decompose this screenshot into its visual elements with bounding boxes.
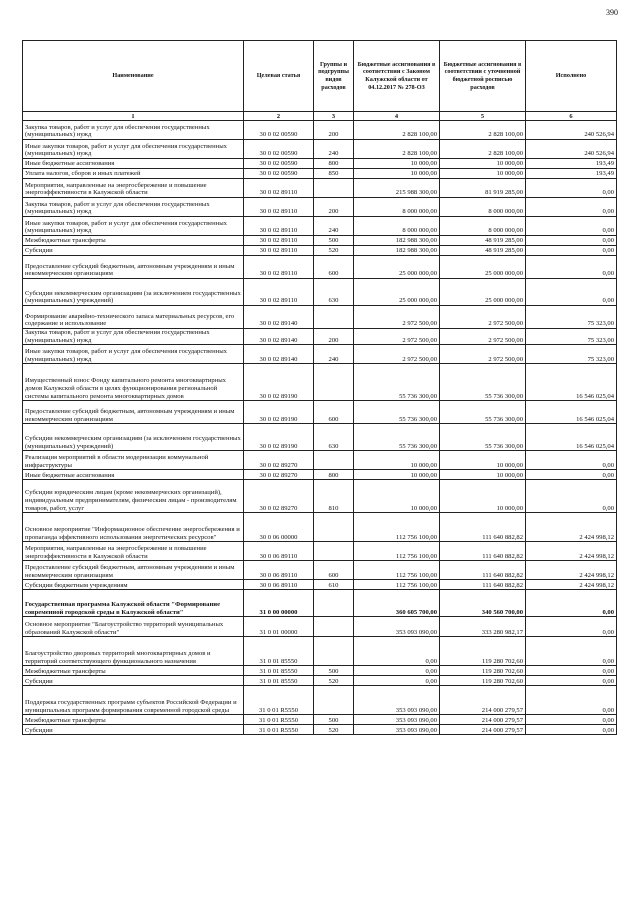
table-row <box>23 580 617 590</box>
row-refined-amount-cell: 111 640 882,82 <box>440 513 526 542</box>
row-law-amount-cell: 10 000,00 <box>354 451 440 470</box>
row-executed-amount-cell: 0,00 <box>526 617 617 637</box>
row-refined-amount-cell: 2 972 500,00 <box>440 345 526 364</box>
row-executed-amount-cell: 0,00 <box>526 666 617 676</box>
table-row <box>23 725 617 735</box>
table-row <box>23 179 617 198</box>
table-row <box>23 279 617 306</box>
row-target-code-cell: 30 0 06 89110 <box>244 580 314 590</box>
row-expense-type-cell: 610 <box>314 580 354 590</box>
row-law-amount-cell: 2 828 100,00 <box>354 140 440 159</box>
table-row <box>23 159 617 169</box>
row-refined-amount-cell: 55 736 300,00 <box>440 424 526 451</box>
row-expense-type-cell: 240 <box>314 217 354 236</box>
row-target-code-cell: 30 0 02 89190 <box>244 424 314 451</box>
row-name-cell: Субсидии <box>23 725 244 735</box>
row-name-cell: Мероприятия, направленные на энергосбережение и повышение энергоэффективности в Калужской области <box>23 542 244 561</box>
row-executed-amount-cell: 0,00 <box>526 725 617 735</box>
column-number: 1 <box>23 112 244 121</box>
row-law-amount-cell: 0,00 <box>354 637 440 666</box>
row-law-amount-cell: 10 000,00 <box>354 480 440 513</box>
row-target-code-cell: 30 0 02 89110 <box>244 217 314 236</box>
row-law-amount-cell: 353 093 090,00 <box>354 686 440 715</box>
table-row <box>23 470 617 480</box>
row-target-code-cell: 30 0 02 89270 <box>244 451 314 470</box>
row-expense-type-cell: 850 <box>314 169 354 179</box>
row-law-amount-cell: 25 000 000,00 <box>354 279 440 306</box>
row-law-amount-cell: 10 000,00 <box>354 169 440 179</box>
column-number: 4 <box>354 112 440 121</box>
row-law-amount-cell: 353 093 090,00 <box>354 715 440 725</box>
page-number: 390 <box>606 8 618 17</box>
row-target-code-cell: 30 0 02 00590 <box>244 159 314 169</box>
column-number-row <box>23 112 617 121</box>
row-refined-amount-cell: 111 640 882,82 <box>440 580 526 590</box>
column-number: 5 <box>440 112 526 121</box>
row-name-cell: Формирование аварийно-технического запаса материальных ресурсов, его содержание и использование <box>23 306 244 329</box>
row-expense-type-cell: 500 <box>314 666 354 676</box>
row-name-cell: Межбюджетные трансферты <box>23 715 244 725</box>
row-refined-amount-cell: 48 919 285,00 <box>440 236 526 246</box>
row-refined-amount-cell: 119 280 702,60 <box>440 676 526 686</box>
row-expense-type-cell <box>314 686 354 715</box>
row-executed-amount-cell: 0,00 <box>526 179 617 198</box>
row-refined-amount-cell: 214 000 279,57 <box>440 725 526 735</box>
row-target-code-cell: 30 0 02 89270 <box>244 480 314 513</box>
row-refined-amount-cell: 119 280 702,60 <box>440 666 526 676</box>
row-executed-amount-cell: 75 323,00 <box>526 345 617 364</box>
row-executed-amount-cell: 2 424 998,12 <box>526 561 617 580</box>
row-expense-type-cell <box>314 637 354 666</box>
row-refined-amount-cell: 81 919 285,00 <box>440 179 526 198</box>
row-expense-type-cell: 240 <box>314 345 354 364</box>
row-expense-type-cell: 200 <box>314 198 354 217</box>
row-refined-amount-cell: 10 000,00 <box>440 480 526 513</box>
row-executed-amount-cell: 0,00 <box>526 246 617 256</box>
row-law-amount-cell: 8 000 000,00 <box>354 217 440 236</box>
row-law-amount-cell: 112 756 100,00 <box>354 513 440 542</box>
row-name-cell: Иные закупки товаров, работ и услуг для обеспечения государственных (муниципальных) нужд <box>23 345 244 364</box>
row-refined-amount-cell: 214 000 279,57 <box>440 715 526 725</box>
row-name-cell: Предоставление субсидий бюджетным, автономным учреждениям и иным некоммерческим организациям <box>23 401 244 424</box>
row-name-cell: Закупка товаров, работ и услуг для обеспечения государственных (муниципальных) нужд <box>23 121 244 140</box>
row-refined-amount-cell: 55 736 300,00 <box>440 401 526 424</box>
row-name-cell: Субсидии <box>23 676 244 686</box>
row-law-amount-cell: 10 000,00 <box>354 159 440 169</box>
row-name-cell: Иные бюджетные ассигнования <box>23 470 244 480</box>
row-name-cell: Мероприятия, направленные на энергосбережение и повышение энергоэффективности в Калужской области <box>23 179 244 198</box>
row-refined-amount-cell: 2 828 100,00 <box>440 140 526 159</box>
row-target-code-cell: 30 0 02 89110 <box>244 179 314 198</box>
row-expense-type-cell: 800 <box>314 159 354 169</box>
row-name-cell: Межбюджетные трансферты <box>23 236 244 246</box>
row-name-cell: Закупка товаров, работ и услуг для обеспечения государственных (муниципальных) нужд <box>23 198 244 217</box>
header-target-article: Целевая статья <box>244 41 314 112</box>
row-executed-amount-cell: 2 424 998,12 <box>526 580 617 590</box>
table-body <box>23 121 617 735</box>
table-row <box>23 686 617 715</box>
row-law-amount-cell: 0,00 <box>354 676 440 686</box>
row-target-code-cell: 30 0 06 00000 <box>244 513 314 542</box>
row-executed-amount-cell: 2 424 998,12 <box>526 542 617 561</box>
row-executed-amount-cell: 0,00 <box>526 470 617 480</box>
row-target-code-cell: 30 0 02 00590 <box>244 140 314 159</box>
row-refined-amount-cell: 333 280 982,17 <box>440 617 526 637</box>
row-law-amount-cell: 112 756 100,00 <box>354 561 440 580</box>
row-refined-amount-cell: 25 000 000,00 <box>440 279 526 306</box>
row-expense-type-cell: 200 <box>314 329 354 345</box>
row-expense-type-cell <box>314 179 354 198</box>
row-refined-amount-cell: 8 000 000,00 <box>440 217 526 236</box>
row-refined-amount-cell: 10 000,00 <box>440 159 526 169</box>
row-refined-amount-cell: 214 000 279,57 <box>440 686 526 715</box>
row-expense-type-cell: 600 <box>314 256 354 279</box>
row-law-amount-cell: 55 736 300,00 <box>354 424 440 451</box>
row-name-cell: Иные закупки товаров, работ и услуг для обеспечения государственных (муниципальных) нужд <box>23 140 244 159</box>
row-name-cell: Субсидии юридическим лицам (кроме некоммерческих организаций), индивидуальным предпринимателям, физическим лицам - производителям товаров, работ, услуг <box>23 480 244 513</box>
row-executed-amount-cell: 16 546 025,04 <box>526 364 617 401</box>
row-name-cell: Предоставление субсидий бюджетным, автономным учреждениям и иным некоммерческим организациям <box>23 256 244 279</box>
table-row <box>23 256 617 279</box>
row-name-cell: Иные закупки товаров, работ и услуг для обеспечения государственных (муниципальных) нужд <box>23 217 244 236</box>
row-refined-amount-cell: 2 972 500,00 <box>440 329 526 345</box>
row-executed-amount-cell: 240 526,94 <box>526 140 617 159</box>
row-name-cell: Реализация мероприятий в области модернизации коммунальной инфраструктуры <box>23 451 244 470</box>
row-name-cell: Благоустройство дворовых территорий многоквартирных домов и территорий соответствующего функционального назначения <box>23 637 244 666</box>
row-executed-amount-cell: 0,00 <box>526 217 617 236</box>
row-executed-amount-cell: 0,00 <box>526 686 617 715</box>
row-name-cell: Межбюджетные трансферты <box>23 666 244 676</box>
row-executed-amount-cell: 2 424 998,12 <box>526 513 617 542</box>
row-name-cell: Поддержка государственных программ субъектов Российской Федерации и муниципальных программ формирования современной городской среды <box>23 686 244 715</box>
row-executed-amount-cell: 0,00 <box>526 236 617 246</box>
row-refined-amount-cell: 10 000,00 <box>440 169 526 179</box>
row-expense-type-cell: 800 <box>314 470 354 480</box>
table-row <box>23 329 617 345</box>
row-target-code-cell: 31 0 01 85550 <box>244 676 314 686</box>
row-law-amount-cell: 55 736 300,00 <box>354 401 440 424</box>
row-refined-amount-cell: 119 280 702,60 <box>440 637 526 666</box>
table-row <box>23 140 617 159</box>
row-name-cell: Основное мероприятие "Информационное обеспечение энергосбережения и пропаганда эффективного использования энергетических ресурсов" <box>23 513 244 542</box>
row-executed-amount-cell: 240 526,94 <box>526 121 617 140</box>
row-target-code-cell: 30 0 02 89190 <box>244 401 314 424</box>
row-target-code-cell: 30 0 02 00590 <box>244 169 314 179</box>
row-expense-type-cell: 520 <box>314 725 354 735</box>
table-row <box>23 121 617 140</box>
row-law-amount-cell: 353 093 090,00 <box>354 617 440 637</box>
row-target-code-cell: 30 0 02 89140 <box>244 345 314 364</box>
header-refined-allocation: Бюджетные ассигнования в соответствии с уточненной бюджетной росписью расходов <box>440 41 526 112</box>
table-row <box>23 561 617 580</box>
row-law-amount-cell: 353 093 090,00 <box>354 725 440 735</box>
row-law-amount-cell: 10 000,00 <box>354 470 440 480</box>
budget-table <box>22 40 617 735</box>
row-target-code-cell: 30 0 02 00590 <box>244 121 314 140</box>
header-law-allocation: Бюджетные ассигнования в соответствии с Законом Калужской области от 04.12.2017 № 278-ОЗ <box>354 41 440 112</box>
row-expense-type-cell: 200 <box>314 121 354 140</box>
row-name-cell: Иные бюджетные ассигнования <box>23 159 244 169</box>
table-row <box>23 513 617 542</box>
table-row <box>23 198 617 217</box>
column-number: 6 <box>526 112 617 121</box>
row-law-amount-cell: 0,00 <box>354 666 440 676</box>
row-refined-amount-cell: 55 736 300,00 <box>440 364 526 401</box>
row-executed-amount-cell: 0,00 <box>526 198 617 217</box>
row-law-amount-cell: 2 828 100,00 <box>354 121 440 140</box>
row-target-code-cell: 30 0 02 89110 <box>244 236 314 246</box>
row-refined-amount-cell: 10 000,00 <box>440 451 526 470</box>
row-refined-amount-cell: 111 640 882,82 <box>440 542 526 561</box>
row-executed-amount-cell: 0,00 <box>526 451 617 470</box>
row-target-code-cell: 30 0 02 89270 <box>244 470 314 480</box>
row-law-amount-cell: 182 988 300,00 <box>354 246 440 256</box>
table-row <box>23 451 617 470</box>
row-target-code-cell: 30 0 06 89110 <box>244 561 314 580</box>
row-target-code-cell: 31 0 00 00000 <box>244 590 314 617</box>
row-executed-amount-cell: 75 323,00 <box>526 329 617 345</box>
table-row <box>23 424 617 451</box>
row-refined-amount-cell: 8 000 000,00 <box>440 198 526 217</box>
row-name-cell: Субсидии некоммерческим организациям (за исключением государственных (муниципальных) учреждений) <box>23 424 244 451</box>
row-executed-amount-cell: 0,00 <box>526 480 617 513</box>
row-name-cell: Имущественный взнос Фонду капитального ремонта многоквартирных домов Калужской области в целях функционирования региональной системы капитального ремонта многоквартирных домов <box>23 364 244 401</box>
row-expense-type-cell: 240 <box>314 140 354 159</box>
header-name: Наименование <box>23 41 244 112</box>
row-expense-type-cell <box>314 513 354 542</box>
row-law-amount-cell: 8 000 000,00 <box>354 198 440 217</box>
row-expense-type-cell: 500 <box>314 715 354 725</box>
row-executed-amount-cell: 0,00 <box>526 279 617 306</box>
row-target-code-cell: 30 0 06 89110 <box>244 542 314 561</box>
row-law-amount-cell: 25 000 000,00 <box>354 256 440 279</box>
row-executed-amount-cell: 193,49 <box>526 159 617 169</box>
row-name-cell: Основное мероприятие "Благоустройство территорий муниципальных образований Калужской области" <box>23 617 244 637</box>
row-expense-type-cell: 500 <box>314 236 354 246</box>
header-row <box>23 41 617 112</box>
table-row <box>23 217 617 236</box>
row-name-cell: Субсидии <box>23 246 244 256</box>
row-executed-amount-cell: 75 323,00 <box>526 306 617 329</box>
row-target-code-cell: 30 0 02 89110 <box>244 246 314 256</box>
table-row <box>23 306 617 329</box>
row-target-code-cell: 30 0 02 89140 <box>244 306 314 329</box>
row-law-amount-cell: 55 736 300,00 <box>354 364 440 401</box>
row-refined-amount-cell: 48 919 285,00 <box>440 246 526 256</box>
table-row <box>23 590 617 617</box>
row-refined-amount-cell: 10 000,00 <box>440 470 526 480</box>
row-target-code-cell: 31 0 01 85550 <box>244 637 314 666</box>
table-row <box>23 542 617 561</box>
table-row <box>23 401 617 424</box>
header-expense-groups: Группы и подгруппы видов расходов <box>314 41 354 112</box>
row-law-amount-cell: 182 988 300,00 <box>354 236 440 246</box>
row-target-code-cell: 30 0 02 89110 <box>244 279 314 306</box>
table-row <box>23 236 617 246</box>
row-name-cell: Закупка товаров, работ и услуг для обеспечения государственных (муниципальных) нужд <box>23 329 244 345</box>
row-law-amount-cell: 112 756 100,00 <box>354 580 440 590</box>
row-executed-amount-cell: 16 546 025,04 <box>526 424 617 451</box>
row-name-cell: Предоставление субсидий бюджетным, автономным учреждениям и иным некоммерческим организациям <box>23 561 244 580</box>
row-law-amount-cell: 2 972 500,00 <box>354 306 440 329</box>
row-expense-type-cell: 630 <box>314 424 354 451</box>
row-expense-type-cell: 630 <box>314 279 354 306</box>
row-target-code-cell: 30 0 02 89110 <box>244 198 314 217</box>
row-executed-amount-cell: 0,00 <box>526 715 617 725</box>
row-expense-type-cell: 600 <box>314 561 354 580</box>
row-refined-amount-cell: 25 000 000,00 <box>440 256 526 279</box>
table-row <box>23 715 617 725</box>
row-law-amount-cell: 112 756 100,00 <box>354 542 440 561</box>
row-expense-type-cell: 600 <box>314 401 354 424</box>
row-target-code-cell: 31 0 01 R5550 <box>244 725 314 735</box>
table-row <box>23 637 617 666</box>
row-target-code-cell: 30 0 02 89110 <box>244 256 314 279</box>
row-refined-amount-cell: 2 828 100,00 <box>440 121 526 140</box>
row-refined-amount-cell: 111 640 882,82 <box>440 561 526 580</box>
row-law-amount-cell: 2 972 500,00 <box>354 345 440 364</box>
row-expense-type-cell <box>314 617 354 637</box>
row-law-amount-cell: 215 988 300,00 <box>354 179 440 198</box>
row-expense-type-cell <box>314 542 354 561</box>
table-row <box>23 480 617 513</box>
row-expense-type-cell <box>314 364 354 401</box>
row-executed-amount-cell: 16 546 025,04 <box>526 401 617 424</box>
row-name-cell: Государственная программа Калужской области "Формирование современной городской среды в Калужской области" <box>23 590 244 617</box>
row-law-amount-cell: 2 972 500,00 <box>354 329 440 345</box>
table-row <box>23 364 617 401</box>
table-row <box>23 676 617 686</box>
table-row <box>23 345 617 364</box>
table-row <box>23 617 617 637</box>
row-law-amount-cell: 360 605 700,00 <box>354 590 440 617</box>
row-name-cell: Уплата налогов, сборов и иных платежей <box>23 169 244 179</box>
row-expense-type-cell <box>314 590 354 617</box>
row-executed-amount-cell: 0,00 <box>526 637 617 666</box>
row-target-code-cell: 31 0 01 R5550 <box>244 686 314 715</box>
table-row <box>23 246 617 256</box>
row-refined-amount-cell: 2 972 500,00 <box>440 306 526 329</box>
row-target-code-cell: 31 0 01 85550 <box>244 666 314 676</box>
row-refined-amount-cell: 340 560 700,00 <box>440 590 526 617</box>
row-target-code-cell: 31 0 01 00000 <box>244 617 314 637</box>
row-expense-type-cell: 520 <box>314 246 354 256</box>
row-executed-amount-cell: 0,00 <box>526 590 617 617</box>
column-number: 3 <box>314 112 354 121</box>
row-expense-type-cell <box>314 306 354 329</box>
table-row <box>23 666 617 676</box>
header-executed: Исполнено <box>526 41 617 112</box>
table-row <box>23 169 617 179</box>
row-name-cell: Субсидии бюджетным учреждениям <box>23 580 244 590</box>
row-expense-type-cell <box>314 451 354 470</box>
row-target-code-cell: 30 0 02 89140 <box>244 329 314 345</box>
column-number: 2 <box>244 112 314 121</box>
row-expense-type-cell: 520 <box>314 676 354 686</box>
row-expense-type-cell: 810 <box>314 480 354 513</box>
row-target-code-cell: 31 0 01 R5550 <box>244 715 314 725</box>
row-executed-amount-cell: 0,00 <box>526 676 617 686</box>
row-name-cell: Субсидии некоммерческим организациям (за исключением государственных (муниципальных) учреждений) <box>23 279 244 306</box>
row-executed-amount-cell: 193,49 <box>526 169 617 179</box>
row-executed-amount-cell: 0,00 <box>526 256 617 279</box>
row-target-code-cell: 30 0 02 89190 <box>244 364 314 401</box>
